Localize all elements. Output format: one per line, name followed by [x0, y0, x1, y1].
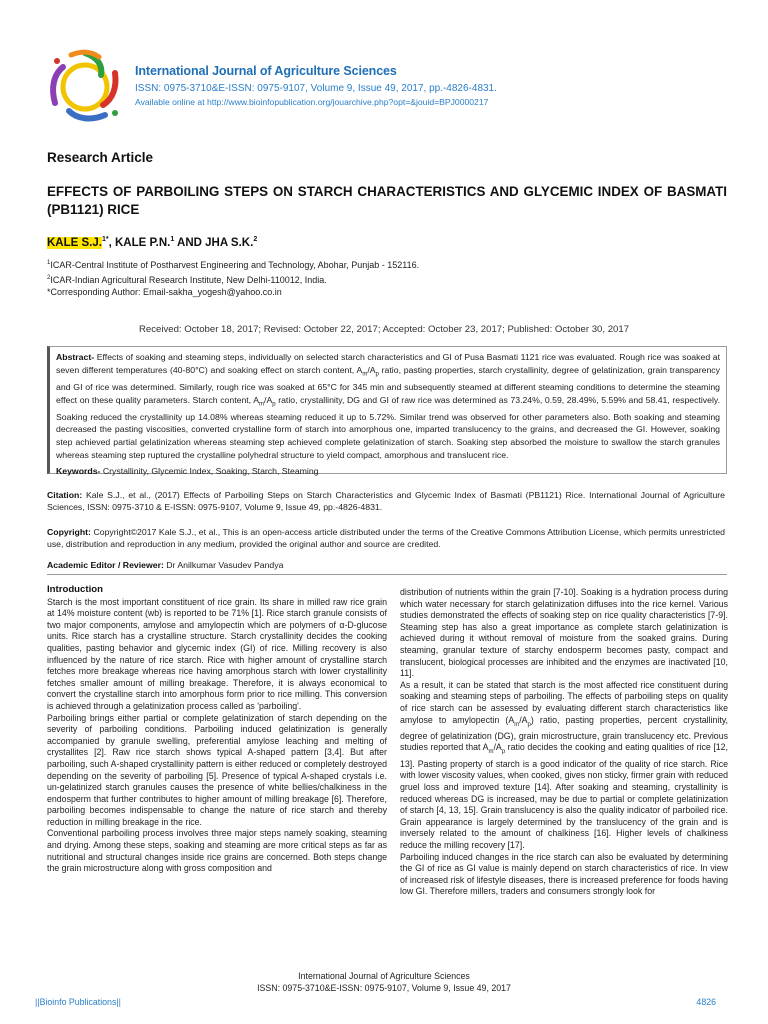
author-second: , KALE P.N. [108, 236, 171, 249]
journal-issn: ISSN: 0975-3710&E-ISSN: 0975-9107, Volume 9, Issue 49, 2017, pp.-4826-4831. [135, 83, 497, 94]
keywords [56, 465, 720, 478]
editor-text: Dr Anilkumar Vasudev Pandya [163, 560, 284, 570]
corresponding-author: *Corresponding Author: Email-sakha_yogesh@yahoo.co.in [47, 287, 282, 297]
affiliation-1-text: ICAR-Central Institute of Postharvest Engineering and Technology, Abohar, Punjab - 152116. [50, 260, 420, 270]
right-column [400, 587, 728, 898]
publication-dates: Received: October 18, 2017; Revised: October 22, 2017; Accepted: October 23, 2017; Published: October 30, 2017 [138, 324, 630, 335]
paragraph: Parboiling brings either partial or complete gelatinization of starch depending on the severity of parboiling conditions. Parboiling induced gelatinization is generally accompanied by granule swelling, preferential amylose leaching and melting of crystallites [2]. Raw rice starch shows typical A-shaped pattern [3,4]. But after parboiling, such A-shaped crystallinity pattern is either reduced or completely destroyed depending on the severity of parboiling [5]. Presence of typical A-shaped crystals i.e. un-gelatinized starch granules causes the presence of white bellies/chalkiness in the endosperm that further contributes to higher amount of milling breakage [6]. Therefore, parboiling becomes indispensable to change the nature of rice starch and thereby reduction in milling breakage in the rice. [47, 712, 387, 827]
abstract-label: Abstract- [56, 352, 95, 362]
copyright-label: Copyright: [47, 527, 91, 537]
academic-editor [47, 559, 725, 571]
footer-publisher: ||Bioinfo Publications|| [35, 997, 121, 1007]
page-number: 4826 [696, 997, 716, 1007]
page-footer [0, 970, 768, 994]
affiliation-2-sup: 2 [47, 274, 51, 281]
author-second-sup: 1 [170, 236, 175, 243]
abstract-text: Abstract- Effects of soaking and steaming steps, individually on selected starch characteristics and GI of Pusa Basmati 1121 rice was evaluated. Rough rice was soaked at seven different temperatures (40-80°C) and soaking effect on starch content, $A_m/A_p$ ratio, pasting properties, starch crystallinity, degree of gelatinization, grain transparency and GI of rice was determined. Similarly, rough rice was soaked at 65°C for 345 min and subsequently steamed at different steaming conditions to determine the steaming effect on these quality parameters. Starch content, $A_m/A_p$ ratio, crystallinity, DG and GI of raw rice was determined as 73.24%, 0.59, 28.49%, 5.59% and 58.41, respectively. Soaking reduced the crystallinity up 14.08% whereas steaming reduced it up to 5.72%. Similar trend was observed for other parameters also. Both soaking and steaming decreased the pasting viscosities, converted crystalline form of starch into amorphous one, imparted translucency to the grains, and decreased the GI. However, soaking step achieved partial gelatinization whereas steaming step achieved complete gelatinization of starch. Soaking step absorbed the moisture to swallow the starch granules whereas steaming step ruptured the crystalline polyhedral structure to yield compact, amorphous and translucent rice. [56, 352, 721, 460]
abstract-box [47, 346, 727, 477]
citation [47, 489, 725, 513]
paragraph: distribution of nutrients within the grain [7-10]. Soaking is a hydration process during which water necessary for starch gelatinization diffuses into the rice kernel. Various studies demonstrated the effects of soaking step on rice quality characteristics [7-9]. Steaming step has also a great importance as complete starch gelatinization is achieved during it without removal of moisture from the soaked grains. During steaming, granular texture of starchy endosperm becomes pasty, compact and translucent, biological processes are inhibited and the enzymes are inactivated [10, 11]. [400, 587, 728, 679]
article-title: EFFECTS OF PARBOILING STEPS ON STARCH CHARACTERISTICS AND GLYCEMIC INDEX OF BASMATI (PB1121) RICE [47, 184, 727, 217]
authors [47, 236, 257, 249]
journal-available-link[interactable]: Available online at http://www.bioinfopublication.org/jouarchive.php?opt=&jouid=BPJ0000217 [135, 97, 489, 107]
footer-journal-name: International Journal of Agriculture Sciences [298, 971, 470, 981]
affiliation-2-text: ICAR-Indian Agricultural Research Institute, New Delhi-110012, India. [50, 274, 327, 285]
section-divider [47, 574, 727, 575]
section-heading: Introduction [47, 584, 103, 595]
left-column [47, 584, 387, 875]
journal-name: International Journal of Agriculture Sciences [135, 64, 397, 78]
affiliation-1 [47, 257, 419, 272]
citation-label: Citation: [47, 490, 83, 500]
author-first: KALE S.J. [47, 236, 102, 249]
paragraph: As a result, it can be stated that starch is the most affected rice constituent during soaking and steaming steps of parboiling. The effects of parboiling steps on quality of rice starch can be assessed by evaluating different starch characteristics like amylose to amylopectin $(A_m/A_p)$ ratio, pasting properties, percent crystallinity, degree of gelatinization (DG), grain microstructure, grain translucency etc. Previous studies reported that $A_m/A_p$ ratio decides the cooking and eating qualities of rice [12, 13]. Pasting property of starch is a good indicator of the quality of rice starch. Rice with lower viscosity values, when cooked, gives non sticky, firmer grain with reduced gruel loss and improved texture [14]. After soaking and steaming, crystallinity is reduced whereas DG is increased, may be due to partial or complete gelatinization of starch [4, 13, 15]. Grain translucency is also the quality indicator of parboiled rice. Grain appearance is largely determined by the translucency of the grain and is inversely related to the amount of chalkiness [16]. Higher levels of chalkiness reduce the milling recovery [17]. [400, 679, 728, 850]
editor-label: Academic Editor / Reviewer: [47, 560, 164, 570]
copyright-text: Copyright©2017 Kale S.J., et al., This is an open-access article distributed under the terms of the Creative Commons Attribution License, which permits unrestricted use, distribution and reproduction in any medium, provided the original author and source are credited. [47, 527, 725, 550]
author-first-sup: 1* [101, 236, 109, 243]
author-third-sup: 2 [253, 236, 258, 243]
keywords-text: Crystallinity, Glycemic Index, Soaking, Starch, Steaming [100, 466, 319, 477]
article-type: Research Article [47, 150, 154, 165]
paragraph: Conventional parboiling process involves three major steps namely soaking, steaming and drying. Among these steps, soaking and steaming are more critical steps as far as nutritional and structural changes inside rice grains are concerned. Both steps change the grain microstructure along with gross composition and [47, 828, 387, 874]
paragraph: Parboiling induced changes in the rice starch can also be evaluated by determining the GI of rice as GI value is mainly depend on starch characteristics of rice. In view of increased risk of lifestyle diseases, there is increased preference for foods having low GI. Therefore millers, traders and consumers strongly look for [400, 851, 728, 897]
keywords-label: Keywords- [56, 466, 101, 477]
affiliation-1-sup: 1 [47, 260, 51, 266]
copyright [47, 526, 725, 550]
paragraph: Starch is the most important constituent of rice grain. Its share in milled raw rice grain at 14% moisture content (wb) is reported to be 71% [1]. Rice starch granule consists of two major components, amylose and amylopectin which are polymers of α-D-glucose units. Rice starch has a crystalline structure. Starch crystallinity decides the cooking qualities, pasting behavior and glycemic index (GI) of rice. Milling recovery is also influenced by the nature of rice starch. Rice with higher amount of crystalline starch fetches more breakage whereas rice having amorphous starch with lower crystallinity fetches smaller amount of milling breakage. Therefore, it is always economical to convert the crystalline starch into amorphous form prior to rice milling. This conversion is achieved through a gelatinization process called as 'parboiling'. [47, 596, 387, 711]
affiliation-2 [47, 272, 419, 287]
journal-logo [42, 44, 128, 130]
journal-header [135, 64, 735, 107]
author-third: AND JHA S.K. [174, 236, 254, 249]
footer-issn: ISSN: 0975-3710&E-ISSN: 0975-9107, Volume 9, Issue 49, 2017 [257, 983, 511, 993]
citation-text: Kale S.J., et al., (2017) Effects of Parboiling Steps on Starch Characteristics and Glycemic Index of Basmati (PB1121) Rice. International Journal of Agriculture Sciences, ISSN: 0975-3710 & E-ISSN: 0975-9107, Volume 9, Issue 49, pp.-4826-4831. [47, 490, 725, 513]
affiliations [47, 257, 419, 299]
